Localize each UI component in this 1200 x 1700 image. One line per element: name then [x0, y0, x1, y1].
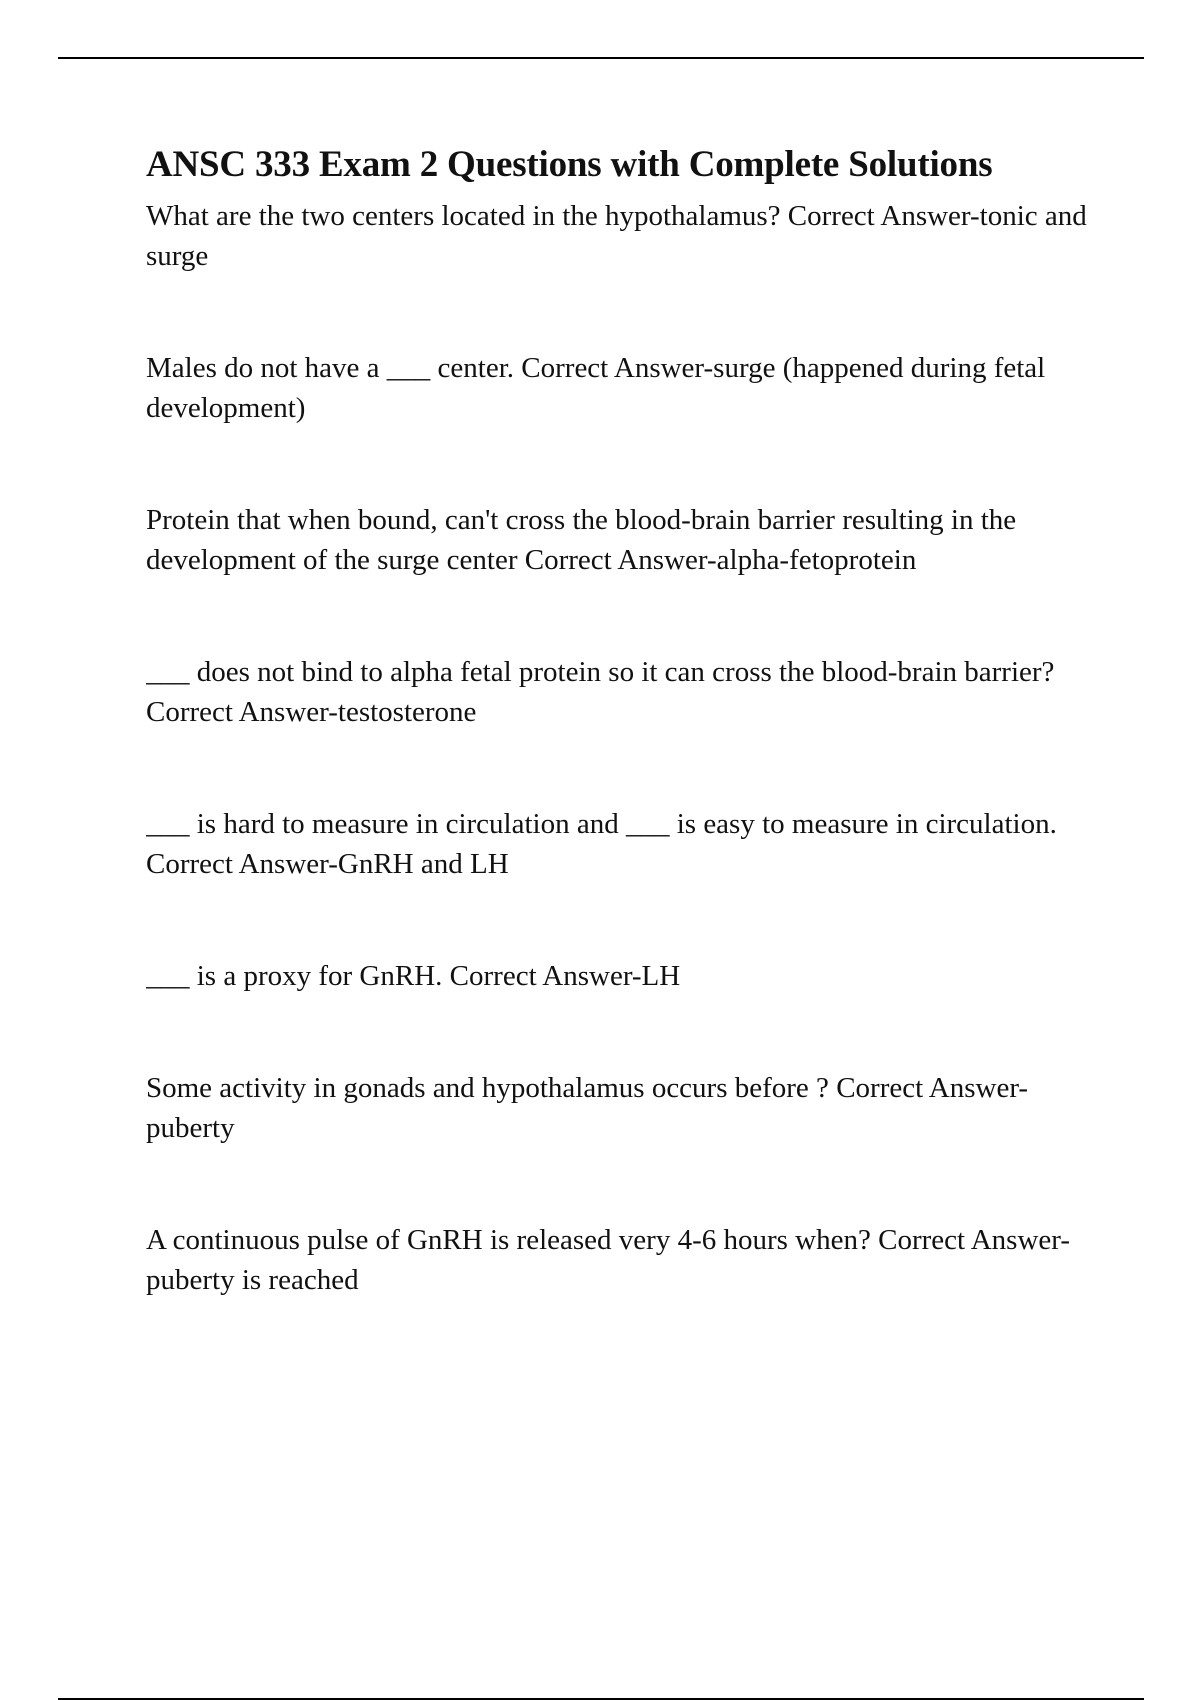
document-title: ANSC 333 Exam 2 Questions with Complete Solutions [146, 144, 993, 185]
qa-item-1 [146, 196, 1094, 276]
question-text: Males do not have a ___ center. [146, 352, 515, 384]
qa-item-3 [146, 500, 1094, 580]
answer-text: Correct Answer-puberty [146, 1072, 1029, 1144]
qa-item-8 [146, 1220, 1094, 1300]
qa-item-5 [146, 804, 1094, 884]
answer-text: Correct Answer-GnRH and LH [146, 848, 509, 880]
answer-text: Correct Answer-testosterone [146, 696, 477, 728]
answer-text: Correct Answer-LH [449, 960, 681, 992]
document-body [146, 142, 1094, 1372]
question-text: Some activity in gonads and hypothalamus occurs before ? [146, 1072, 829, 1104]
question-text: Protein that when bound, can't cross the blood-brain barrier resulting in the development of the surge center [146, 504, 1017, 576]
qa-item-2 [146, 348, 1094, 428]
header-rule [58, 57, 1144, 59]
qa-list [146, 196, 1094, 1300]
qa-item-4 [146, 652, 1094, 732]
answer-text: Correct Answer-tonic and surge [146, 200, 1087, 272]
question-text: What are the two centers located in the hypothalamus? [146, 200, 781, 232]
answer-text: Correct Answer-puberty is reached [146, 1224, 1070, 1296]
question-text: ___ does not bind to alpha fetal protein so it can cross the blood-brain barrier? [146, 656, 1055, 688]
answer-text: Correct Answer-surge (happened during fetal development) [146, 352, 1046, 424]
qa-item-7 [146, 1068, 1094, 1148]
question-text: A continuous pulse of GnRH is released very 4-6 hours when? [146, 1224, 871, 1256]
qa-item-6 [146, 956, 1094, 996]
question-text: ___ is hard to measure in circulation and ___ is easy to measure in circulation. [146, 808, 1057, 840]
question-text: ___ is a proxy for GnRH. [146, 960, 443, 992]
answer-text: Correct Answer-alpha-fetoprotein [524, 544, 917, 576]
